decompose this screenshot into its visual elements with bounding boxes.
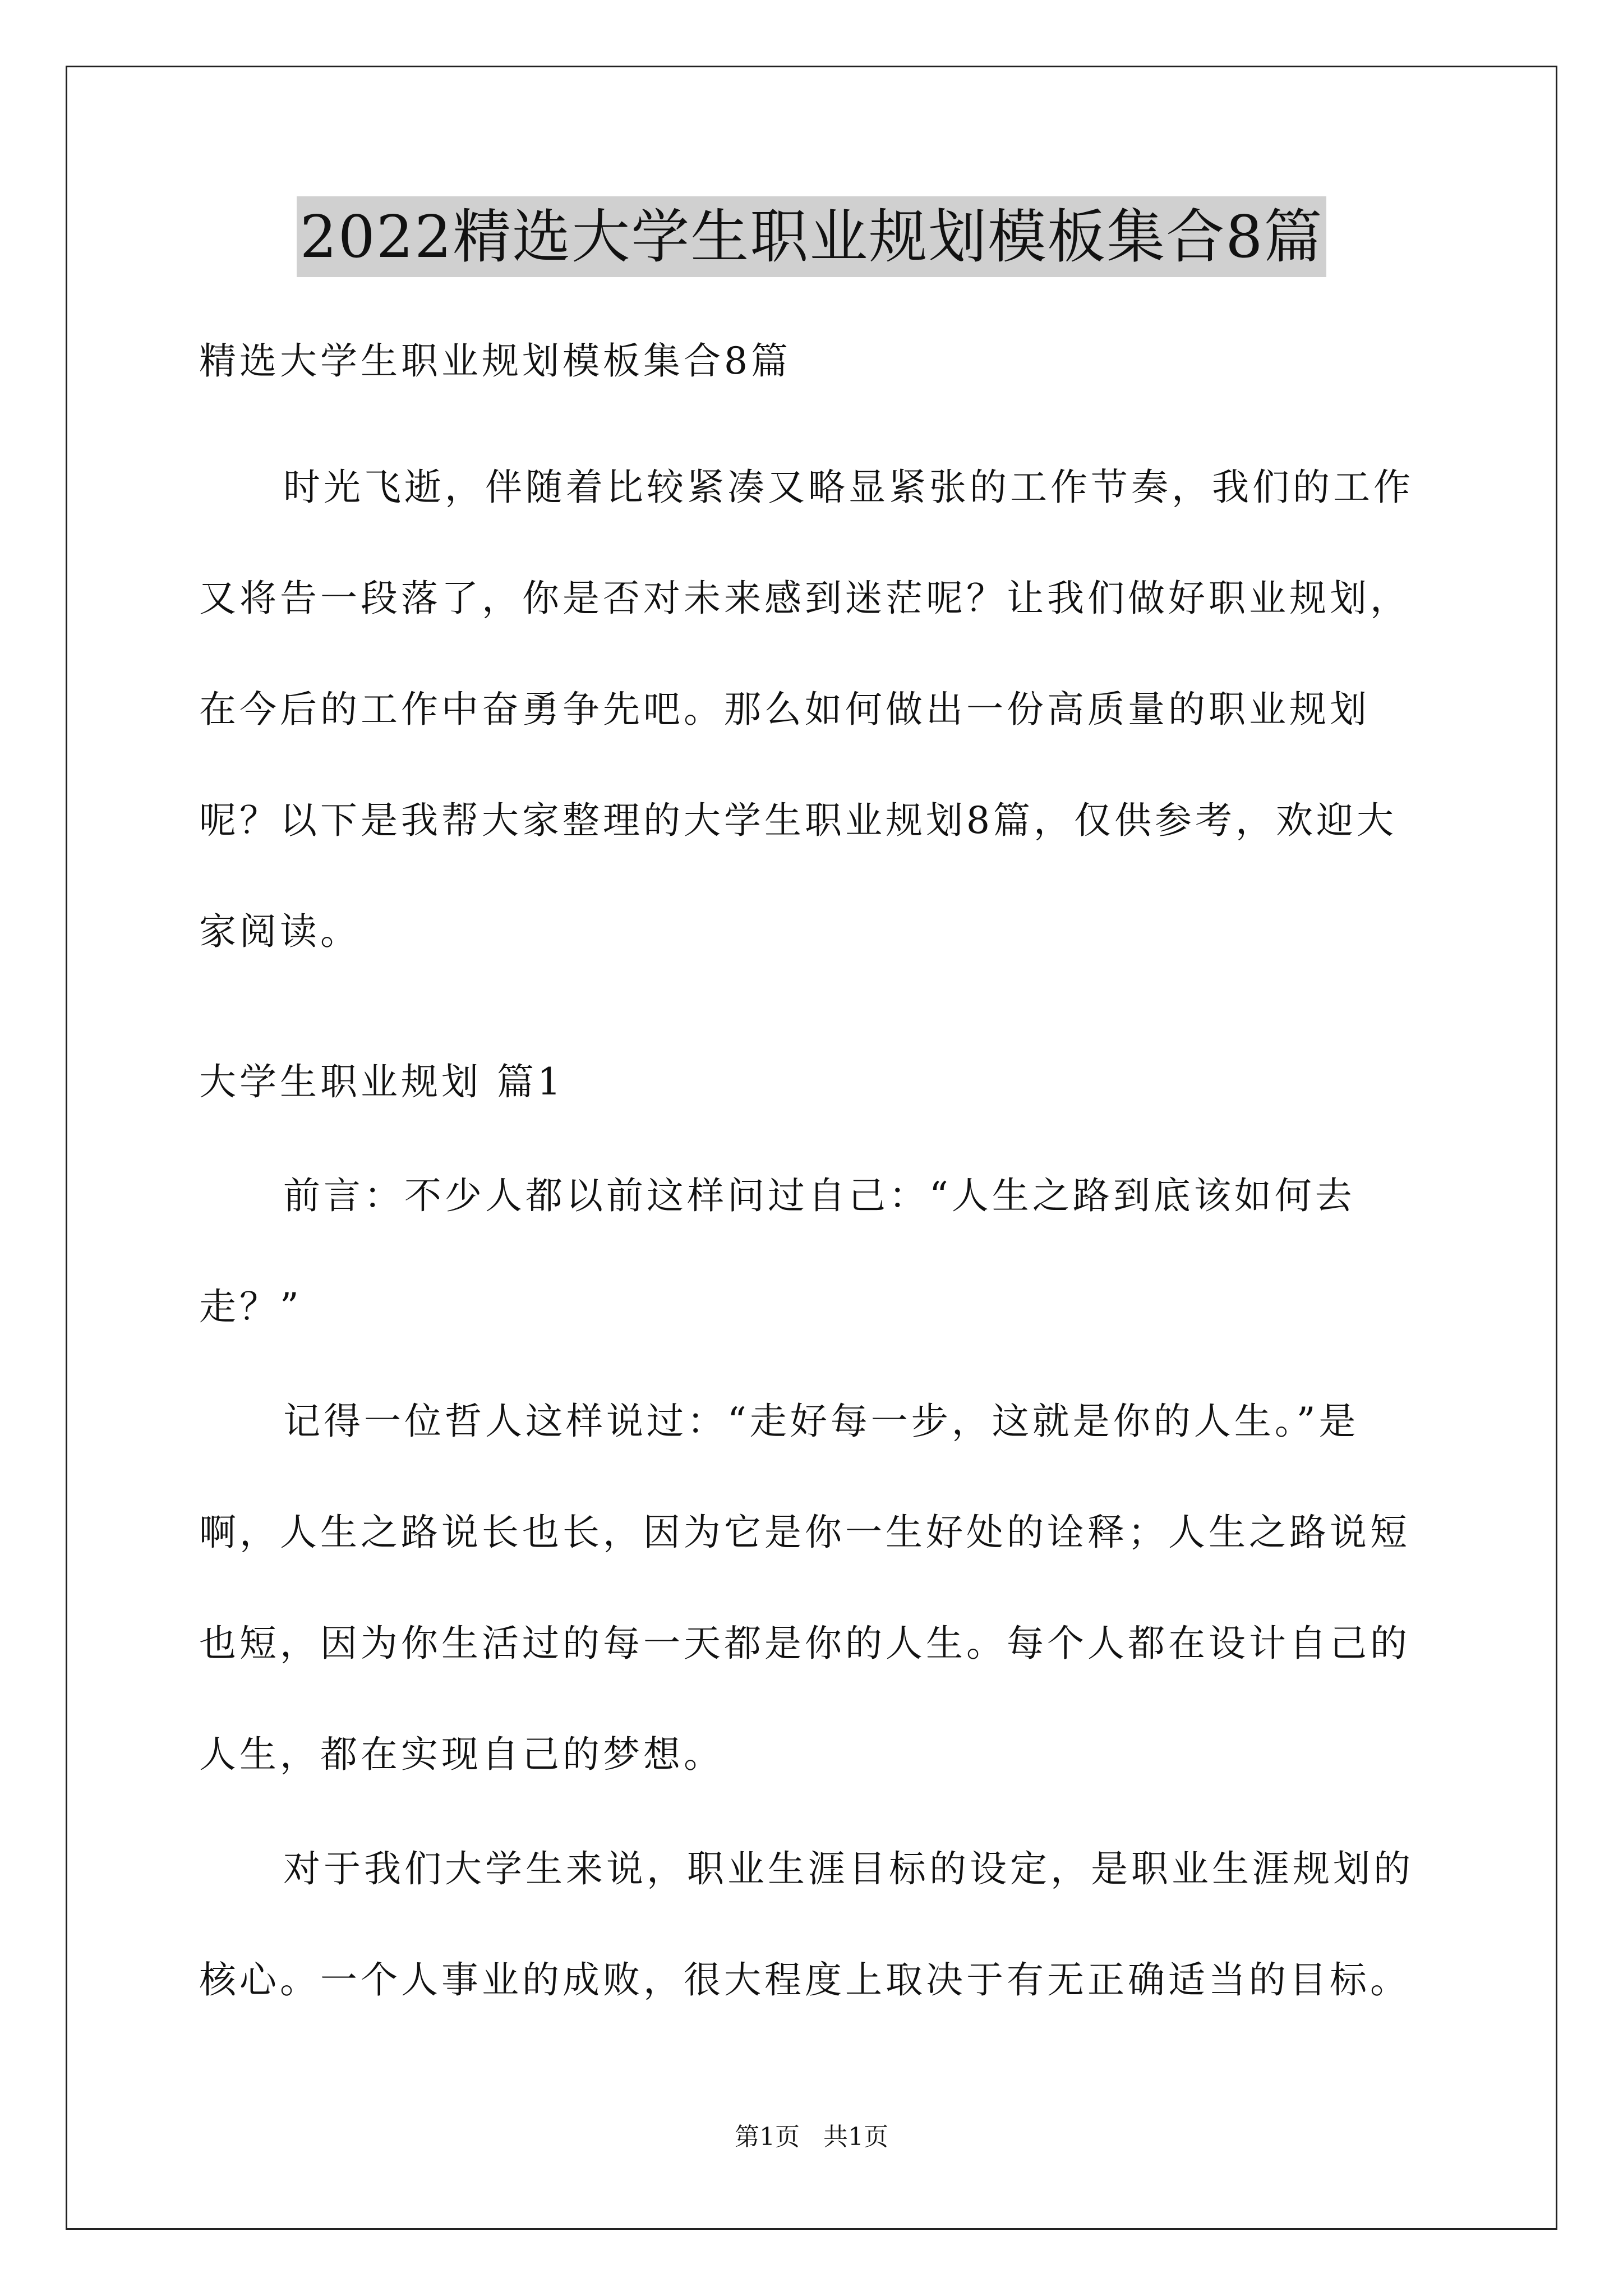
title-container: [0, 196, 1623, 277]
page-footer: [0, 2120, 1623, 2154]
body-paragraph-1: 前言：不少人都以前这样问过自己：“人生之路到底该如何去走？”: [199, 1174, 1355, 1328]
page-number-total: 共1页: [823, 2123, 888, 2151]
page-number-current: 第1页: [735, 2123, 800, 2151]
body-paragraph-2: 记得一位哲人这样说过：“走好每一步，这就是你的人生。”是啊，人生之路说长也长，因为它是你一生好处的诠释；人生之路说短也短，因为你生活过的每一天都是你的人生。每个人都在设计自己的人生，都在实现自己的梦想。: [199, 1400, 1410, 1776]
body-paragraph-3: 对于我们大学生来说，职业生涯目标的设定，是职业生涯规划的核心。一个人事业的成败，很大程度上取决于有无正确适当的目标。: [199, 1847, 1414, 2001]
intro-paragraph: 时光飞逝，伴随着比较紧凑又略显紧张的工作节奏，我们的工作又将告一段落了，你是否对未来感到迷茫呢？让我们做好职业规划，在今后的工作中奋勇争先吧。那么如何做出一份高质量的职业规划呢？以下是我帮大家整理的大学生职业规划8篇，仅供参考，欢迎大家阅读。: [199, 466, 1414, 953]
document-title: 2022精选大学生职业规划模板集合8篇: [297, 196, 1327, 277]
document-subtitle: 精选大学生职业规划模板集合8篇: [199, 339, 791, 383]
section-heading: 大学生职业规划 篇1: [199, 1060, 564, 1103]
